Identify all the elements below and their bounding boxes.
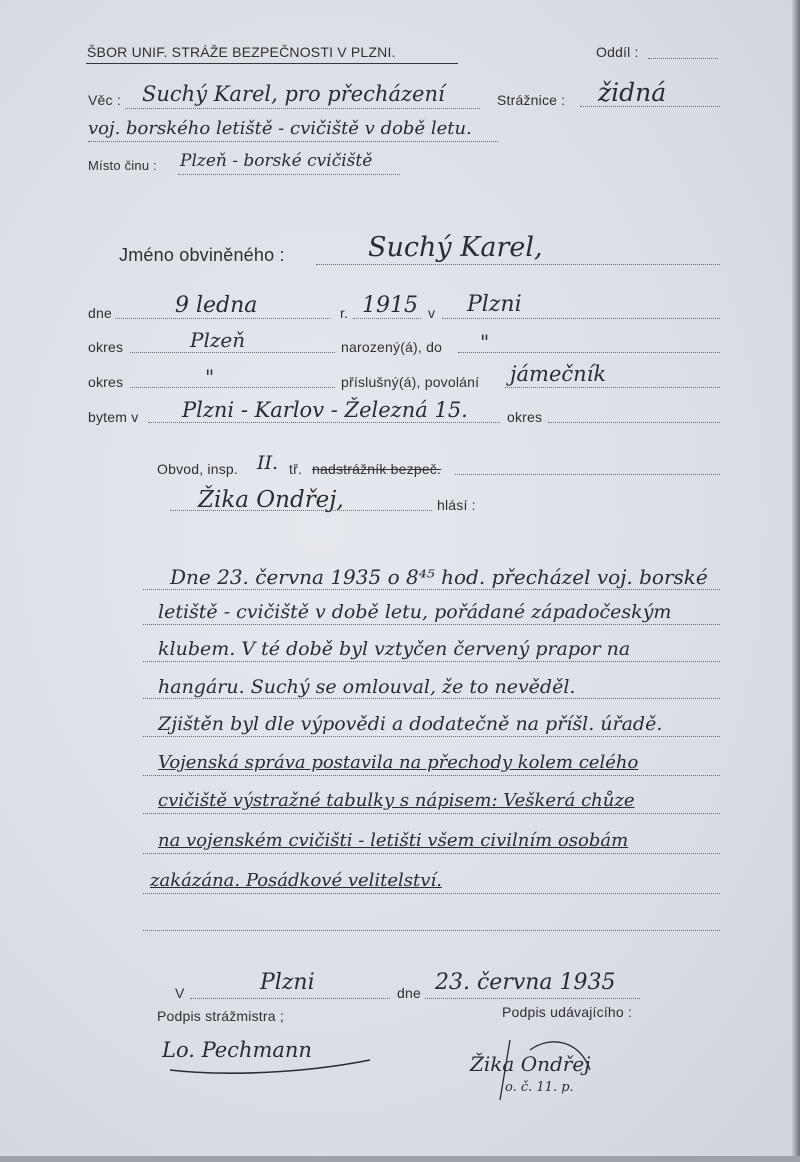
report-line-6: Vojenská správa postavila na přechody kolem celého xyxy=(158,752,639,773)
report-rule-6 xyxy=(143,775,720,776)
okres3-label: okres xyxy=(507,409,543,425)
report-line-4: hangáru. Suchý se omlouval, že to nevěděl. xyxy=(158,676,576,698)
report-rule-10 xyxy=(143,930,720,931)
page-edge-shadow xyxy=(792,0,800,1162)
report-line-3: klubem. V té době byl vztyčen červený prapor na xyxy=(158,638,631,660)
hlasi-label: hlásí : xyxy=(437,497,476,513)
okres1-label: okres xyxy=(88,339,124,355)
narozeny-value: " xyxy=(480,330,490,354)
vec-field-line2 xyxy=(88,141,498,142)
struck-nadstraznik-text: nadstrážník bezpeč. xyxy=(312,461,442,477)
udavajici-note: o. č. 11. p. xyxy=(505,1080,574,1095)
okres2-label: okres xyxy=(88,374,124,390)
report-rule-3 xyxy=(143,661,720,662)
v-field-line xyxy=(442,318,720,319)
obvod-value: II. xyxy=(257,452,279,474)
udavajici-signature-flourish xyxy=(470,1030,600,1110)
okres1-value: Plzeň xyxy=(190,328,246,352)
okres1-field-line xyxy=(130,352,335,353)
strazmistr-signature: Lo. Pechmann xyxy=(162,1038,312,1062)
jmeno-obvineneho-label: Jméno obviněného : xyxy=(119,245,285,265)
report-rule-1 xyxy=(143,589,720,590)
podpis-strazmistra-label: Podpis strážmistra ; xyxy=(157,1008,284,1024)
narozeny-field-line xyxy=(458,352,720,353)
rok-label: r. xyxy=(340,305,349,321)
v-value: Plzni xyxy=(467,292,522,317)
v-label: v xyxy=(428,305,436,321)
vec-field-line1 xyxy=(125,108,480,109)
oddil-field-line xyxy=(648,58,718,59)
page-bottom-edge xyxy=(0,1156,800,1162)
rok-field-line xyxy=(353,318,421,319)
udavajici-signature: Žika Ondřej xyxy=(470,1052,591,1076)
okres2-field-line xyxy=(130,387,335,388)
footer-date-line xyxy=(425,998,640,999)
dne-label: dne xyxy=(88,305,112,321)
bytem-value: Plzni - Karlov - Železná 15. xyxy=(182,398,468,422)
report-rule-4 xyxy=(143,698,720,699)
report-rule-8 xyxy=(143,853,720,854)
jmeno-obvineneho-value: Suchý Karel, xyxy=(368,232,543,263)
header-underline xyxy=(86,63,458,64)
report-line-1: Dne 23. června 1935 o 8⁴⁵ hod. přecházel voj. borské xyxy=(170,565,708,589)
report-line-5: Zjištěn byl dle výpovědi a dodatečně na příšl. úřadě. xyxy=(158,713,663,735)
okres2-value: " xyxy=(205,365,215,389)
jmeno-field-line xyxy=(316,264,720,265)
vec-value-line2: voj. borského letiště - cvičiště v době letu. xyxy=(88,118,472,139)
podpis-udavajiciho-label: Podpis udávajícího : xyxy=(502,1004,633,1020)
povolani-field-line xyxy=(505,387,720,388)
okres3-field-line xyxy=(548,422,720,423)
povolani-value: jámečník xyxy=(510,362,607,386)
report-line-8: na vojenském cvičišti - letišti všem civilním osobám xyxy=(158,830,629,851)
dne-field-line xyxy=(115,318,330,319)
straznice-label: Strážnice : xyxy=(497,92,566,108)
bytem-label: bytem v xyxy=(88,409,139,425)
dne-value: 9 ledna xyxy=(175,293,258,318)
reporter-field-line xyxy=(170,510,432,511)
obvod-label: Obvod, insp. xyxy=(157,461,238,477)
report-line-2: letiště - cvičiště v době letu, pořádané západočeským xyxy=(158,601,672,623)
footer-place-value: Plzni xyxy=(260,970,315,995)
vec-label: Věc : xyxy=(88,92,121,108)
straznice-value: židná xyxy=(598,78,667,107)
footer-dne-label: dne xyxy=(397,985,421,1001)
footer-date-value: 23. června 1935 xyxy=(435,970,616,995)
report-rule-7 xyxy=(143,813,720,814)
strazmistr-signature-flourish xyxy=(160,1040,380,1080)
bytem-field-line xyxy=(148,422,500,423)
report-rule-2 xyxy=(143,624,720,625)
vec-value-line1: Suchý Karel, pro přecházení xyxy=(142,82,445,106)
organization-header: ŠBOR UNIF. STRÁŽE BEZPEČNOSTI V PLZNI. xyxy=(87,44,396,60)
rok-value: 1915 xyxy=(362,293,418,318)
footer-place-line xyxy=(190,998,390,999)
report-line-9: zakázána. Posádkové velitelství. xyxy=(150,870,442,891)
report-line-7: cvičiště výstražné tabulky s nápisem: Veškerá chůze xyxy=(158,790,635,811)
tr-label: tř. xyxy=(289,461,303,477)
misto-cinu-label: Místo činu : xyxy=(88,158,157,173)
narozeny-label: narozený(á), do xyxy=(341,339,443,355)
report-rule-9 xyxy=(143,893,720,894)
misto-cinu-field-line xyxy=(178,174,400,175)
straznice-field-line xyxy=(580,106,720,107)
oddil-label: Oddíl : xyxy=(596,44,639,60)
obvod-field-line xyxy=(455,474,720,475)
misto-cinu-value: Plzeň - borské cvičiště xyxy=(180,151,373,171)
reporter-name: Žika Ondřej, xyxy=(198,487,344,513)
prislusny-label: příslušný(á), povolání xyxy=(341,374,480,390)
footer-v-label: V xyxy=(175,985,185,1001)
report-rule-5 xyxy=(143,736,720,737)
